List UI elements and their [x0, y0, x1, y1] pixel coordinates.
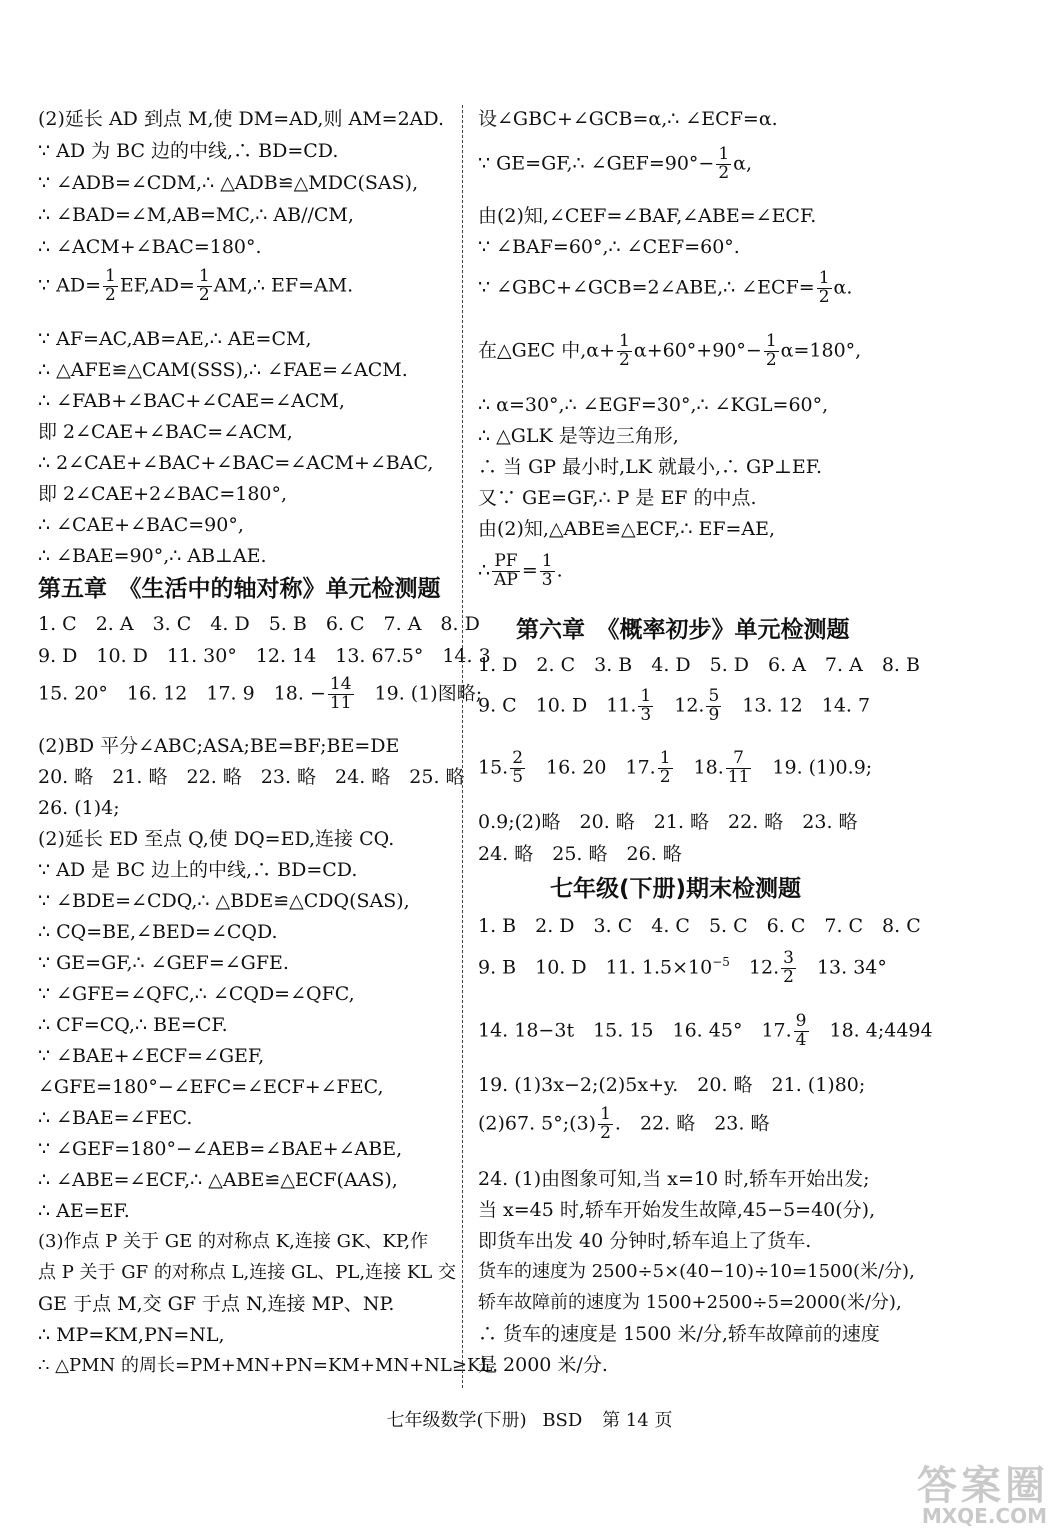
- right-line-8: ∴ 当 GP 最小时,LK 就最小,∴ GP⊥EF.: [478, 456, 823, 478]
- text: α+60°+90°−: [633, 339, 762, 362]
- numerator: 7: [726, 750, 752, 769]
- numerator: 1: [640, 686, 652, 706]
- section-heading: 第六章 《概率初步》单元检测题: [516, 617, 850, 643]
- text: (2)67. 5°;(3): [478, 1112, 597, 1135]
- fraction: [617, 333, 632, 370]
- denominator: 2: [619, 349, 630, 370]
- denominator: 11: [329, 692, 352, 713]
- left-line-7: ∴ △AFE≌△CAM(SSS),∴ ∠FAE=∠ACM.: [38, 359, 408, 381]
- watermark-url: MXQE.COM: [921, 1504, 1047, 1528]
- text: =: [521, 559, 538, 582]
- right-line-0: 设∠GBC+∠GCB=α,∴ ∠ECF=α.: [478, 108, 778, 130]
- fraction: [726, 750, 752, 787]
- left-line-23: ∵ ∠BDE=∠CDQ,∴ △BDE≌△CDQ(SAS),: [38, 890, 410, 912]
- fraction: [658, 750, 673, 787]
- page-footer: [0, 1406, 1059, 1432]
- column-divider: [462, 105, 463, 1388]
- right-line-10: 由(2)知,△ABE≌△ECF,∴ EF=AE,: [478, 518, 776, 540]
- left-line-25: ∵ GE=GF,∴ ∠GEF=∠GFE.: [38, 952, 289, 974]
- denominator: 5: [512, 766, 524, 787]
- left-line-5: [38, 268, 353, 305]
- right-line-16: 0.9;(2)略 20. 略 21. 略 22. 略 23. 略: [478, 811, 858, 833]
- right-line-26: 即货车出发 40 分钟时,轿车追上了货车.: [478, 1230, 812, 1252]
- fraction: [492, 553, 520, 590]
- left-line-20: 26. (1)4;: [38, 797, 120, 819]
- footer-page-prefix: 第: [602, 1410, 621, 1431]
- denominator: AP: [494, 569, 518, 590]
- fraction: [716, 146, 731, 183]
- text: 12.: [655, 694, 705, 717]
- text: 13. 34°: [797, 956, 887, 979]
- left-line-37: ∴ MP=KM,PN=NL,: [38, 1324, 225, 1346]
- right-line-24: 24. (1)由图象可知,当 x=10 时,轿车开始出发;: [478, 1168, 870, 1190]
- numerator: 1: [818, 268, 830, 288]
- numerator: 1: [718, 144, 730, 164]
- right-line-20: [478, 950, 887, 987]
- right-line-17: 24. 略 25. 略 26. 略: [478, 843, 682, 865]
- right-line-25: 当 x=45 时,轿车开始发生故障,45−5=40(分),: [478, 1199, 876, 1221]
- left-line-3: ∴ ∠BAD=∠M,AB=MC,∴ AB//CM,: [38, 204, 354, 226]
- denominator: 4: [795, 1029, 807, 1050]
- left-line-34: (3)作点 P 关于 GE 的对称点 K,连接 GK、KP,作: [38, 1231, 429, 1252]
- fraction: [706, 688, 721, 725]
- left-line-12: ∴ ∠CAE+∠BAC=90°,: [38, 514, 244, 536]
- fraction: [638, 688, 653, 725]
- right-line-11: [478, 553, 563, 590]
- numerator: 1: [765, 331, 777, 351]
- section-heading: 七年级(下册)期末检测题: [550, 876, 802, 902]
- watermark-text: 答案圈: [917, 1463, 1049, 1509]
- left-line-1: ∵ AD 为 BC 边的中线,∴ BD=CD.: [38, 140, 339, 162]
- left-line-4: ∴ ∠ACM+∠BAC=180°.: [38, 236, 262, 258]
- numerator: 5: [708, 686, 720, 706]
- left-line-8: ∴ ∠FAB+∠BAC+∠CAE=∠ACM,: [38, 390, 345, 412]
- left-line-18: (2)BD 平分∠ABC;ASA;BE=BF;BE=DE: [38, 735, 400, 757]
- page-number: 14: [625, 1410, 649, 1431]
- right-line-23: [478, 1106, 769, 1143]
- text: AM,∴ EF=AM.: [213, 274, 354, 297]
- left-line-29: ∠GFE=180°−∠EFC=∠ECF+∠FEC,: [38, 1076, 384, 1098]
- numerator: 14: [329, 674, 352, 694]
- left-line-27: ∴ CF=CQ,∴ BE=CF.: [38, 1014, 228, 1036]
- right-line-27: 货车的速度为 2500÷5×(40−10)÷10=1500(米/分),: [478, 1261, 915, 1282]
- left-line-9: 即 2∠CAE+∠BAC=∠ACM,: [38, 421, 293, 443]
- fraction: [103, 268, 118, 305]
- left-line-32: ∴ ∠ABE=∠ECF,∴ △ABE≌△ECF(AAS),: [38, 1169, 398, 1191]
- right-line-22: 19. (1)3x−2;(2)5x+y. 20. 略 21. (1)80;: [478, 1074, 866, 1096]
- right-line-9: 又∵ GE=GF,∴ P 是 EF 的中点.: [478, 487, 757, 509]
- text: 14. 18−3t 15. 15 16. 45° 17.: [478, 1019, 792, 1042]
- numerator: 1: [659, 748, 671, 768]
- denominator: 2: [783, 966, 794, 987]
- text: α,: [733, 152, 753, 175]
- text: 15. 20° 16. 12 17. 9 18. −: [38, 682, 326, 705]
- text: .: [556, 559, 563, 582]
- denominator: 11: [727, 766, 750, 787]
- right-line-5: [478, 333, 861, 370]
- text: 16. 20 17.: [527, 756, 656, 779]
- denominator: 2: [659, 766, 671, 787]
- text: ∴: [478, 559, 491, 582]
- left-line-31: ∵ ∠GEF=180°−∠AEB=∠BAE+∠ABE,: [38, 1138, 403, 1160]
- right-line-13: 1. D 2. C 3. B 4. D 5. D 6. A 7. A 8. B: [478, 654, 920, 676]
- left-line-33: ∴ AE=EF.: [38, 1200, 130, 1222]
- left-line-13: ∴ ∠BAE=90°,∴ AB⊥AE.: [38, 545, 267, 567]
- fraction: [781, 950, 796, 987]
- left-line-17: [38, 676, 482, 713]
- right-line-1: [478, 146, 752, 183]
- right-line-28: 轿车故障前的速度为 1500+2500÷5=2000(米/分),: [478, 1292, 902, 1313]
- left-line-28: ∵ ∠BAE+∠ECF=∠GEF,: [38, 1045, 265, 1067]
- right-line-2: 由(2)知,∠CEF=∠BAF,∠ABE=∠ECF.: [478, 205, 817, 227]
- denominator: 2: [105, 284, 116, 305]
- left-line-11: 即 2∠CAE+2∠BAC=180°,: [38, 483, 288, 505]
- numerator: 1: [541, 551, 553, 571]
- footer-title: 七年级数学(下册): [386, 1410, 527, 1431]
- left-line-24: ∴ CQ=BE,∠BED=∠CQD.: [38, 921, 278, 943]
- left-line-19: 20. 略 21. 略 22. 略 23. 略 24. 略 25. 略: [38, 766, 465, 788]
- text: ∵ ∠GBC+∠GCB=2∠ABE,∴ ∠ECF=: [478, 276, 815, 299]
- numerator: 1: [619, 331, 630, 351]
- left-line-21: (2)延长 ED 至点 Q,使 DQ=ED,连接 CQ.: [38, 828, 395, 850]
- section-heading: 第五章 《生活中的轴对称》单元检测题: [38, 576, 441, 602]
- numerator: 1: [600, 1104, 611, 1124]
- fraction: [540, 553, 555, 590]
- text: 18.: [674, 756, 724, 779]
- fraction: [817, 270, 832, 307]
- left-line-6: ∵ AF=AC,AB=AE,∴ AE=CM,: [38, 328, 312, 350]
- denominator: 2: [198, 284, 210, 305]
- left-line-26: ∵ ∠GFE=∠QFC,∴ ∠CQD=∠QFC,: [38, 983, 355, 1005]
- fraction: [764, 333, 779, 370]
- text: α=180°,: [780, 339, 862, 362]
- denominator: 2: [718, 162, 730, 183]
- numerator: 2: [512, 748, 524, 768]
- text: 18. 4;4494: [810, 1019, 933, 1042]
- footer-code: BSD: [542, 1410, 583, 1431]
- left-line-2: ∵ ∠ADB=∠CDM,∴ △ADB≌△MDC(SAS),: [38, 172, 419, 194]
- left-line-38: ∴ △PMN 的周长=PM+MN+PN=KM+MN+NL≥KL.: [38, 1355, 499, 1376]
- right-line-19: 1. B 2. D 3. C 4. C 5. C 6. C 7. C 8. C: [478, 915, 921, 937]
- fraction: [197, 268, 212, 305]
- left-line-10: ∴ 2∠CAE+∠BAC+∠BAC=∠ACM+∠BAC,: [38, 452, 434, 474]
- denominator: 2: [818, 286, 830, 307]
- text: ∵ GE=GF,∴ ∠GEF=90°−: [478, 152, 715, 175]
- text: . 22. 略 23. 略: [614, 1112, 770, 1135]
- left-line-30: ∴ ∠BAE=∠FEC.: [38, 1107, 193, 1129]
- numerator: 1: [198, 266, 210, 286]
- denominator: 3: [541, 569, 553, 590]
- denominator: 2: [600, 1122, 611, 1143]
- text: 19. (1)0.9;: [753, 756, 873, 779]
- denominator: 9: [708, 704, 720, 725]
- text: 12.: [729, 956, 780, 979]
- numerator: 3: [783, 948, 794, 968]
- numerator: 9: [795, 1011, 807, 1031]
- watermark-logo: [885, 1454, 1053, 1528]
- right-line-4: [478, 270, 852, 307]
- left-line-15: 1. C 2. A 3. C 4. D 5. B 6. C 7. A 8. D: [38, 613, 480, 635]
- left-line-22: ∵ AD 是 BC 边上的中线,∴ BD=CD.: [38, 859, 358, 881]
- right-line-21: [478, 1013, 933, 1050]
- text: 13. 12 14. 7: [723, 694, 871, 717]
- fraction: [328, 676, 354, 713]
- left-line-35: 点 P 关于 GF 的对称点 L,连接 GL、PL,连接 KL 交: [38, 1262, 456, 1283]
- text: 9. B 10. D 11. 1.5×10: [478, 956, 713, 979]
- right-line-6: ∴ α=30°,∴ ∠EGF=30°,∴ ∠KGL=60°,: [478, 394, 829, 416]
- right-line-3: ∵ ∠BAF=60°,∴ ∠CEF=60°.: [478, 236, 740, 258]
- footer-page-suffix: 页: [654, 1410, 673, 1431]
- denominator: 2: [765, 349, 777, 370]
- text: 在△GEC 中,α+: [478, 339, 616, 362]
- numerator: 1: [105, 266, 116, 286]
- right-line-14: [478, 688, 870, 725]
- text: 19. (1)图略;: [355, 682, 483, 705]
- right-line-15: [478, 750, 872, 787]
- fraction: [510, 750, 525, 787]
- text: 9. C 10. D 11.: [478, 694, 637, 717]
- right-line-7: ∴ △GLK 是等边三角形,: [478, 425, 679, 447]
- denominator: 3: [640, 704, 652, 725]
- right-line-30: 是 2000 米/分.: [478, 1354, 608, 1376]
- fraction: [794, 1013, 809, 1050]
- fraction: [598, 1106, 613, 1143]
- right-line-29: ∴ 货车的速度是 1500 米/分,轿车故障前的速度: [478, 1323, 880, 1345]
- text: α.: [833, 276, 853, 299]
- left-line-36: GE 于点 M,交 GF 于点 N,连接 MP、NP.: [38, 1293, 395, 1315]
- exponent: −5: [712, 955, 730, 970]
- left-line-16: 9. D 10. D 11. 30° 12. 14 13. 67.5° 14. 3: [38, 645, 491, 667]
- text: ∵ AD=: [38, 274, 102, 297]
- left-line-0: (2)延长 AD 到点 M,使 DM=AD,则 AM=2AD.: [38, 108, 444, 130]
- text: 15.: [478, 756, 509, 779]
- numerator: PF: [492, 553, 520, 572]
- text: EF,AD=: [119, 274, 195, 297]
